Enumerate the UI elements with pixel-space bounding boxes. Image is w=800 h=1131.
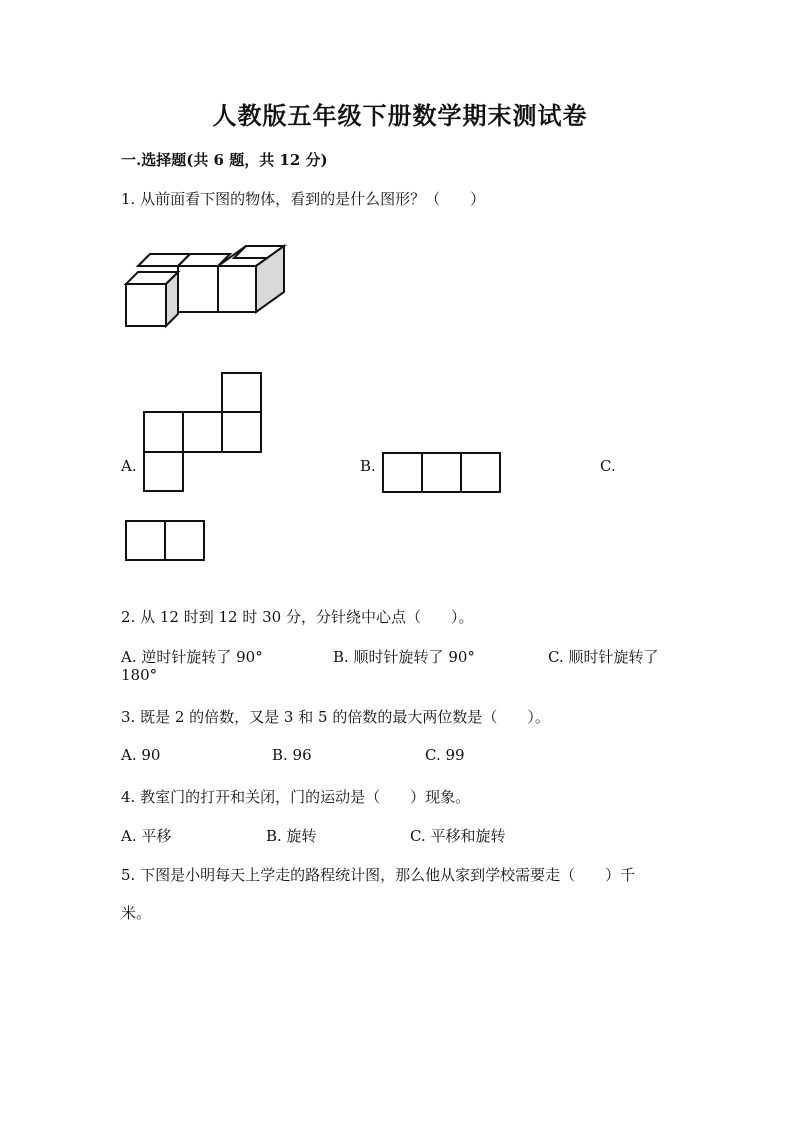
q1-option-b-label: B. (360, 457, 376, 475)
question-3-text: 3. 既是 2 的倍数，又是 3 和 5 的倍数的最大两位数是（ ）。 (121, 708, 550, 726)
q4-option-b: B. 旋转 (266, 827, 317, 845)
q3-option-c: C. 99 (425, 746, 465, 764)
question-5-text-line2: 米。 (121, 904, 152, 922)
square-cell (144, 452, 183, 491)
cube-front-face (126, 284, 166, 326)
square-cell (222, 412, 261, 452)
square-cell (183, 412, 222, 452)
q3-option-b: B. 96 (272, 746, 312, 764)
square-cell (126, 521, 165, 560)
q3-option-a: A. 90 (121, 746, 161, 764)
q4-option-c: C. 平移和旋转 (410, 827, 506, 845)
cube-front-face (178, 266, 218, 312)
question-5-text-line1: 5. 下图是小明每天上学走的路程统计图，那么他从家到学校需要走（ ）千 (121, 866, 636, 884)
question-1-text: 1. 从前面看下图的物体，看到的是什么图形？（ ） (121, 190, 486, 208)
cube-top-face (138, 254, 190, 266)
square-cell (461, 453, 500, 492)
square-cell (144, 412, 183, 452)
q2-option-c: C. 顺时针旋转了 (548, 648, 659, 666)
cube-side-face (256, 246, 284, 312)
cube-side-face (166, 272, 178, 326)
section-header: 一.选择题(共 6 题，共 12 分) (121, 151, 328, 169)
cube-front-face (218, 266, 256, 312)
cube-stack-figure (120, 240, 290, 330)
option-b-shape (380, 450, 504, 495)
square-cell (165, 521, 204, 560)
q1-option-a-label: A. (121, 457, 137, 475)
question-2-text: 2. 从 12 时到 12 时 30 分，分针绕中心点（ ）。 (121, 608, 474, 626)
q2-option-c-wrap: 180° (121, 666, 158, 684)
question-4-text: 4. 教室门的打开和关闭，门的运动是（ ）现象。 (121, 788, 471, 806)
square-cell (422, 453, 461, 492)
q1-option-c-label: C. (600, 457, 616, 475)
q4-option-a: A. 平移 (121, 827, 172, 845)
q2-option-b: B. 顺时针旋转了 90° (333, 648, 475, 666)
option-a-shape (140, 370, 265, 495)
page-title: 人教版五年级下册数学期末测试卷 (212, 101, 588, 130)
square-cell (383, 453, 422, 492)
q2-option-a: A. 逆时针旋转了 90° (121, 648, 263, 666)
option-c-shape (123, 518, 209, 564)
square-cell (222, 373, 261, 412)
